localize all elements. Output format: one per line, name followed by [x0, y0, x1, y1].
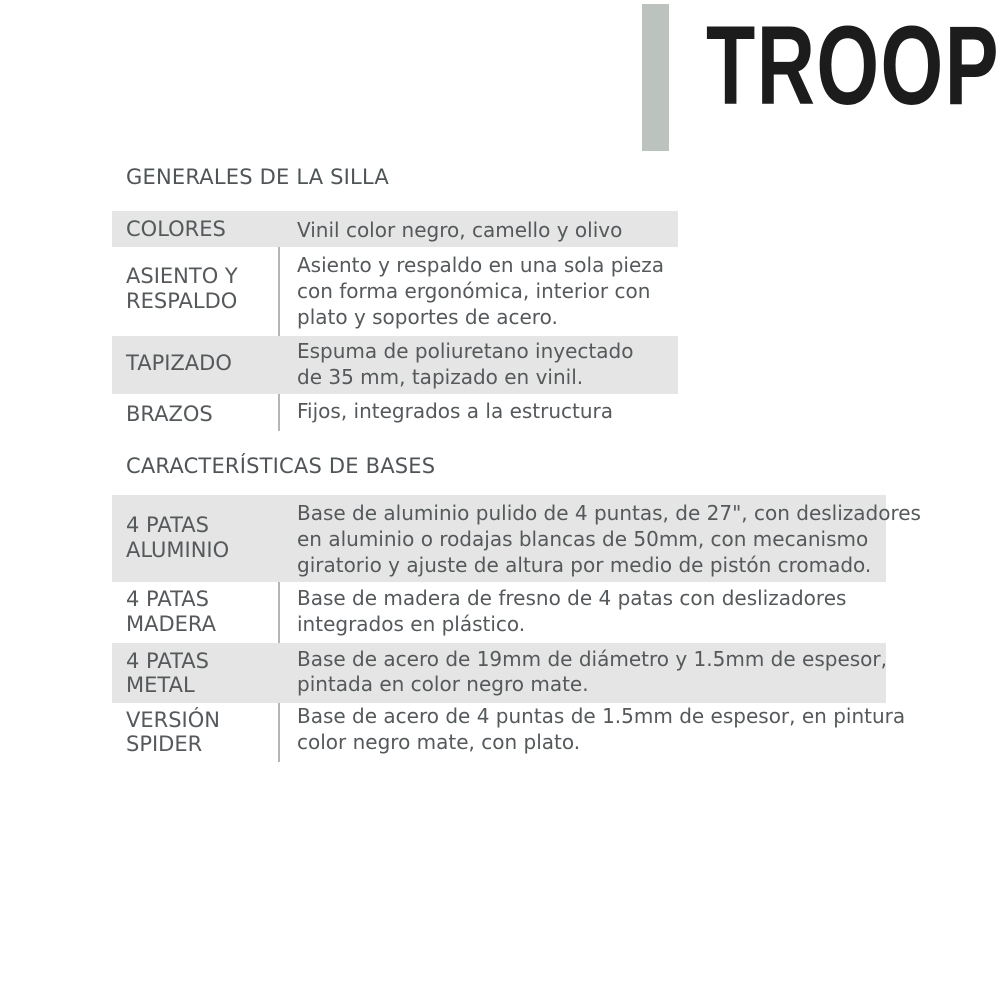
row-value-line-2: color negro mate, con plato. — [297, 730, 581, 754]
accent-bar — [642, 4, 669, 151]
table-row-spider — [112, 703, 906, 762]
row-value: Fijos, integrados a la estructura — [297, 399, 614, 423]
row-label-line-1: VERSIÓN — [126, 708, 220, 732]
row-label-line-1: ASIENTO Y — [126, 264, 238, 288]
table-row-madera — [112, 582, 886, 643]
row-label: TAPIZADO — [126, 351, 232, 375]
row-value-line-3: plato y soportes de acero. — [297, 305, 558, 329]
row-label-line-2: METAL — [126, 673, 195, 697]
row-value-line-2: pintada en color negro mate. — [297, 672, 589, 696]
table-row-colores — [112, 211, 678, 247]
table-row-asiento — [112, 247, 678, 336]
row-label-line-2: MADERA — [126, 612, 217, 636]
section-title-bases: CARACTERÍSTICAS DE BASES — [126, 454, 436, 478]
row-label: COLORES — [126, 217, 226, 241]
section-title-generales: GENERALES DE LA SILLA — [126, 165, 389, 189]
row-value-line-2: de 35 mm, tapizado en vinil. — [297, 365, 584, 389]
table-row-tapizado — [112, 336, 678, 394]
row-value-line-1: Base de acero de 19mm de diámetro y 1.5mm de espesor, — [297, 647, 887, 671]
row-value-line-3: giratorio y ajuste de altura por medio de pistón cromado. — [297, 553, 872, 577]
row-value-line-2: en aluminio o rodajas blancas de 50mm, con mecanismo — [297, 527, 869, 551]
table-row-aluminio — [112, 495, 921, 582]
row-value-line-2: con forma ergonómica, interior con — [297, 279, 651, 303]
row-value-line-1: Espuma de poliuretano inyectado — [297, 339, 634, 363]
row-value: Vinil color negro, camello y olivo — [297, 218, 623, 242]
row-label: BRAZOS — [126, 402, 213, 426]
row-label-line-1: 4 PATAS — [126, 587, 209, 611]
row-value-line-1: Base de aluminio pulido de 4 puntas, de 27", con deslizadores — [297, 501, 921, 525]
row-label-line-1: 4 PATAS — [126, 513, 209, 537]
row-value-line-1: Asiento y respaldo en una sola pieza — [297, 253, 665, 277]
row-value-line-2: integrados en plástico. — [297, 612, 526, 636]
row-label-line-2: RESPALDO — [126, 289, 238, 313]
row-value-line-1: Base de acero de 4 puntas de 1.5mm de espesor, en pintura — [297, 704, 906, 728]
table-row-metal — [112, 643, 886, 703]
row-value-line-1: Base de madera de fresno de 4 patas con deslizadores — [297, 586, 847, 610]
brand-title: TROOP — [706, 3, 1000, 128]
table-row-brazos — [112, 394, 678, 431]
row-label-line-1: 4 PATAS — [126, 649, 209, 673]
row-label-line-2: ALUMINIO — [126, 538, 230, 562]
row-label-line-2: SPIDER — [126, 732, 203, 756]
